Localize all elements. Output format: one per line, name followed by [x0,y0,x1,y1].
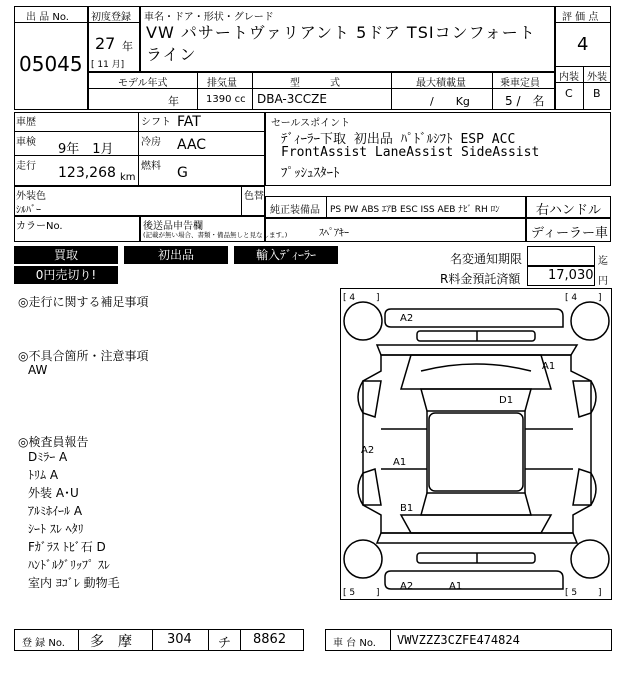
inspector-line-4: ｱﾙﾐﾎｲｰﾙ A [28,504,83,518]
registration-number: 8862 [253,632,287,647]
registration-kana: チ [218,636,232,651]
model-year-value: 年 [168,95,179,108]
mark-top-a2: A2 [400,313,414,324]
exterior-label: 外装 [587,72,607,83]
sales-point-label: セールスポイント [271,118,351,129]
wheel-rear-right [571,540,609,578]
fuel-value: G [177,165,188,181]
later-docs-note: (記載が無い場合、書類・備品無しと見なします。) [143,231,288,239]
later-docs-value: ｽﾍﾟｱｷｰ [319,228,349,239]
year-unit: 年 [122,40,133,53]
lot-label: 出 品 No. [26,12,69,23]
car-name: VW パサートヴァリアント 5ドア TSIコンフォートライン [146,23,536,64]
recycle-label: R料金預託済額 [440,272,521,286]
inspector-line-6: Fｶﾞﾗｽ ﾄﾋﾞ石 D [28,540,106,554]
corner-label-fr: [ 4 ] [565,293,602,303]
fuel-label: 燃料 [141,161,161,172]
recycle-value: 17,030 [548,268,594,283]
sales-point-line-2: FrontAssist LaneAssist SideAssist [281,145,540,160]
first-reg-month: [ 11 月] [91,60,125,70]
name-change-label: 名変通知期限 [450,252,523,266]
mark-bottom-a1: A1 [449,581,463,592]
max-load-value: / Kg [430,95,470,108]
car-name-label: 車名・ドア・形状・グレード [144,12,274,23]
wheel-rear-left [344,540,382,578]
later-docs-label: 後送品申告欄 [143,221,203,232]
color-change-label: 色替 [244,191,264,202]
exterior-value: B [593,87,601,100]
registration-label: 登 録 No. [22,638,65,649]
mark-side-a2: A2 [361,445,375,456]
first-reg-year: 27 [95,34,116,53]
mark-roof-d1: D1 [499,395,514,406]
corner-label-rr: [ 5 ] [565,588,602,598]
inspector-line-3: 外装 A･U [28,486,79,500]
color-no-label: カラーNo. [16,221,63,232]
mark-fender-a1: A1 [542,361,556,372]
model-year-label: モデル年式 [118,78,168,89]
mileage-label: 走行 [16,161,36,172]
capacity-value: 5 / 名 [505,94,545,108]
score-value: 4 [577,34,589,55]
defect-notes-title: ◎不具合箇所・注意事項 [18,349,149,363]
inspector-line-8: 室内 ﾖｺﾞﾚ 動物毛 [28,576,120,590]
chassis-number: VWVZZZ3CZFE474824 [397,633,520,647]
exterior-color-value: ｼﾙﾊﾞｰ [16,205,41,216]
tag-zero-yen: 0円売切り! [14,266,118,284]
inspector-notes-title: ◎検査員報告 [18,435,89,449]
exterior-color-label: 外装色 [16,191,46,202]
ac-value: AAC [177,137,207,153]
shift-label: シフト [141,117,171,128]
displacement-label: 排気量 [207,78,237,89]
wheel-front-right [571,302,609,340]
recycle-unit: 円 [598,276,608,287]
driving-notes-title: ◎走行に関する補足事項 [18,295,149,309]
tag-kaitori: 買取 [14,246,118,264]
corner-label-fl: [ 4 ] [343,293,380,303]
type-label: 型 式 [290,78,340,89]
wheel-front-left [344,302,382,340]
inspection-label: 車検 [16,137,36,148]
name-change-unit: 迄 [598,256,608,267]
inspection-value: 9年 1月 [58,142,114,157]
later-docs-value-box [265,218,526,242]
capacity-label: 乗車定員 [500,78,540,89]
standard-equipment-label: 純正装備品 [270,205,320,216]
first-reg-label: 初度登録 [91,12,131,23]
max-load-label: 最大積載量 [416,78,466,89]
type-value: DBA-3CCZE [257,92,327,106]
car-diagram [340,288,612,600]
mark-door-a1: A1 [393,457,407,468]
score-label: 評 価 点 [562,12,599,23]
tag-import-dealer: 輸入ﾃﾞｨｰﾗｰ [234,246,338,264]
inspector-line-2: ﾄﾘﾑ A [28,468,59,482]
inspector-line-5: ｼｰﾄ ｽﾚ ﾍﾀﾘ [28,522,84,536]
sales-point-line-3: ﾌﾟｯｼｭｽﾀｰﾄ [281,166,340,181]
inspector-line-1: Dﾐﾗｰ A [28,450,68,464]
registration-area: 多 摩 [90,634,132,650]
mark-bottom-a2: A2 [400,581,414,592]
dealer-value: ディーラー車 [531,226,608,241]
history-label: 車歴 [16,117,36,128]
inspector-line-7: ﾊﾝﾄﾞﾙｸﾞﾘｯﾌﾟ ｽﾚ [28,558,110,572]
chassis-label: 車 台 No. [333,638,376,649]
defect-line-1: AW [28,363,48,377]
specs-left-box [14,112,265,186]
color-box [14,186,265,216]
mark-rear-b1: B1 [400,503,414,514]
steering-value: 右ハンドル [536,203,602,218]
shift-value: FAT [177,114,201,130]
tag-first-listing: 初出品 [124,246,228,264]
registration-class: 304 [167,632,192,647]
interior-value: C [565,87,573,100]
mileage-value: 123,268 [58,165,116,181]
standard-equipment-value: PS PW ABS ｴｱB ESC ISS AEB ﾅﾋﾞ RH ﾛﾝ [330,205,500,215]
name-change-box [527,246,595,266]
interior-label: 内装 [559,72,579,83]
ac-label: 冷房 [141,137,161,148]
lot-number: 05045 [19,52,83,76]
mileage-unit: km [120,172,136,183]
sales-point-line-1: ﾃﾞｨｰﾗｰ下取 初出品 ﾊﾟﾄﾞﾙｼﾌﾄ ESP ACC [281,132,516,147]
displacement-value: 1390 cc [206,94,246,105]
corner-label-rl: [ 5 ] [343,588,380,598]
